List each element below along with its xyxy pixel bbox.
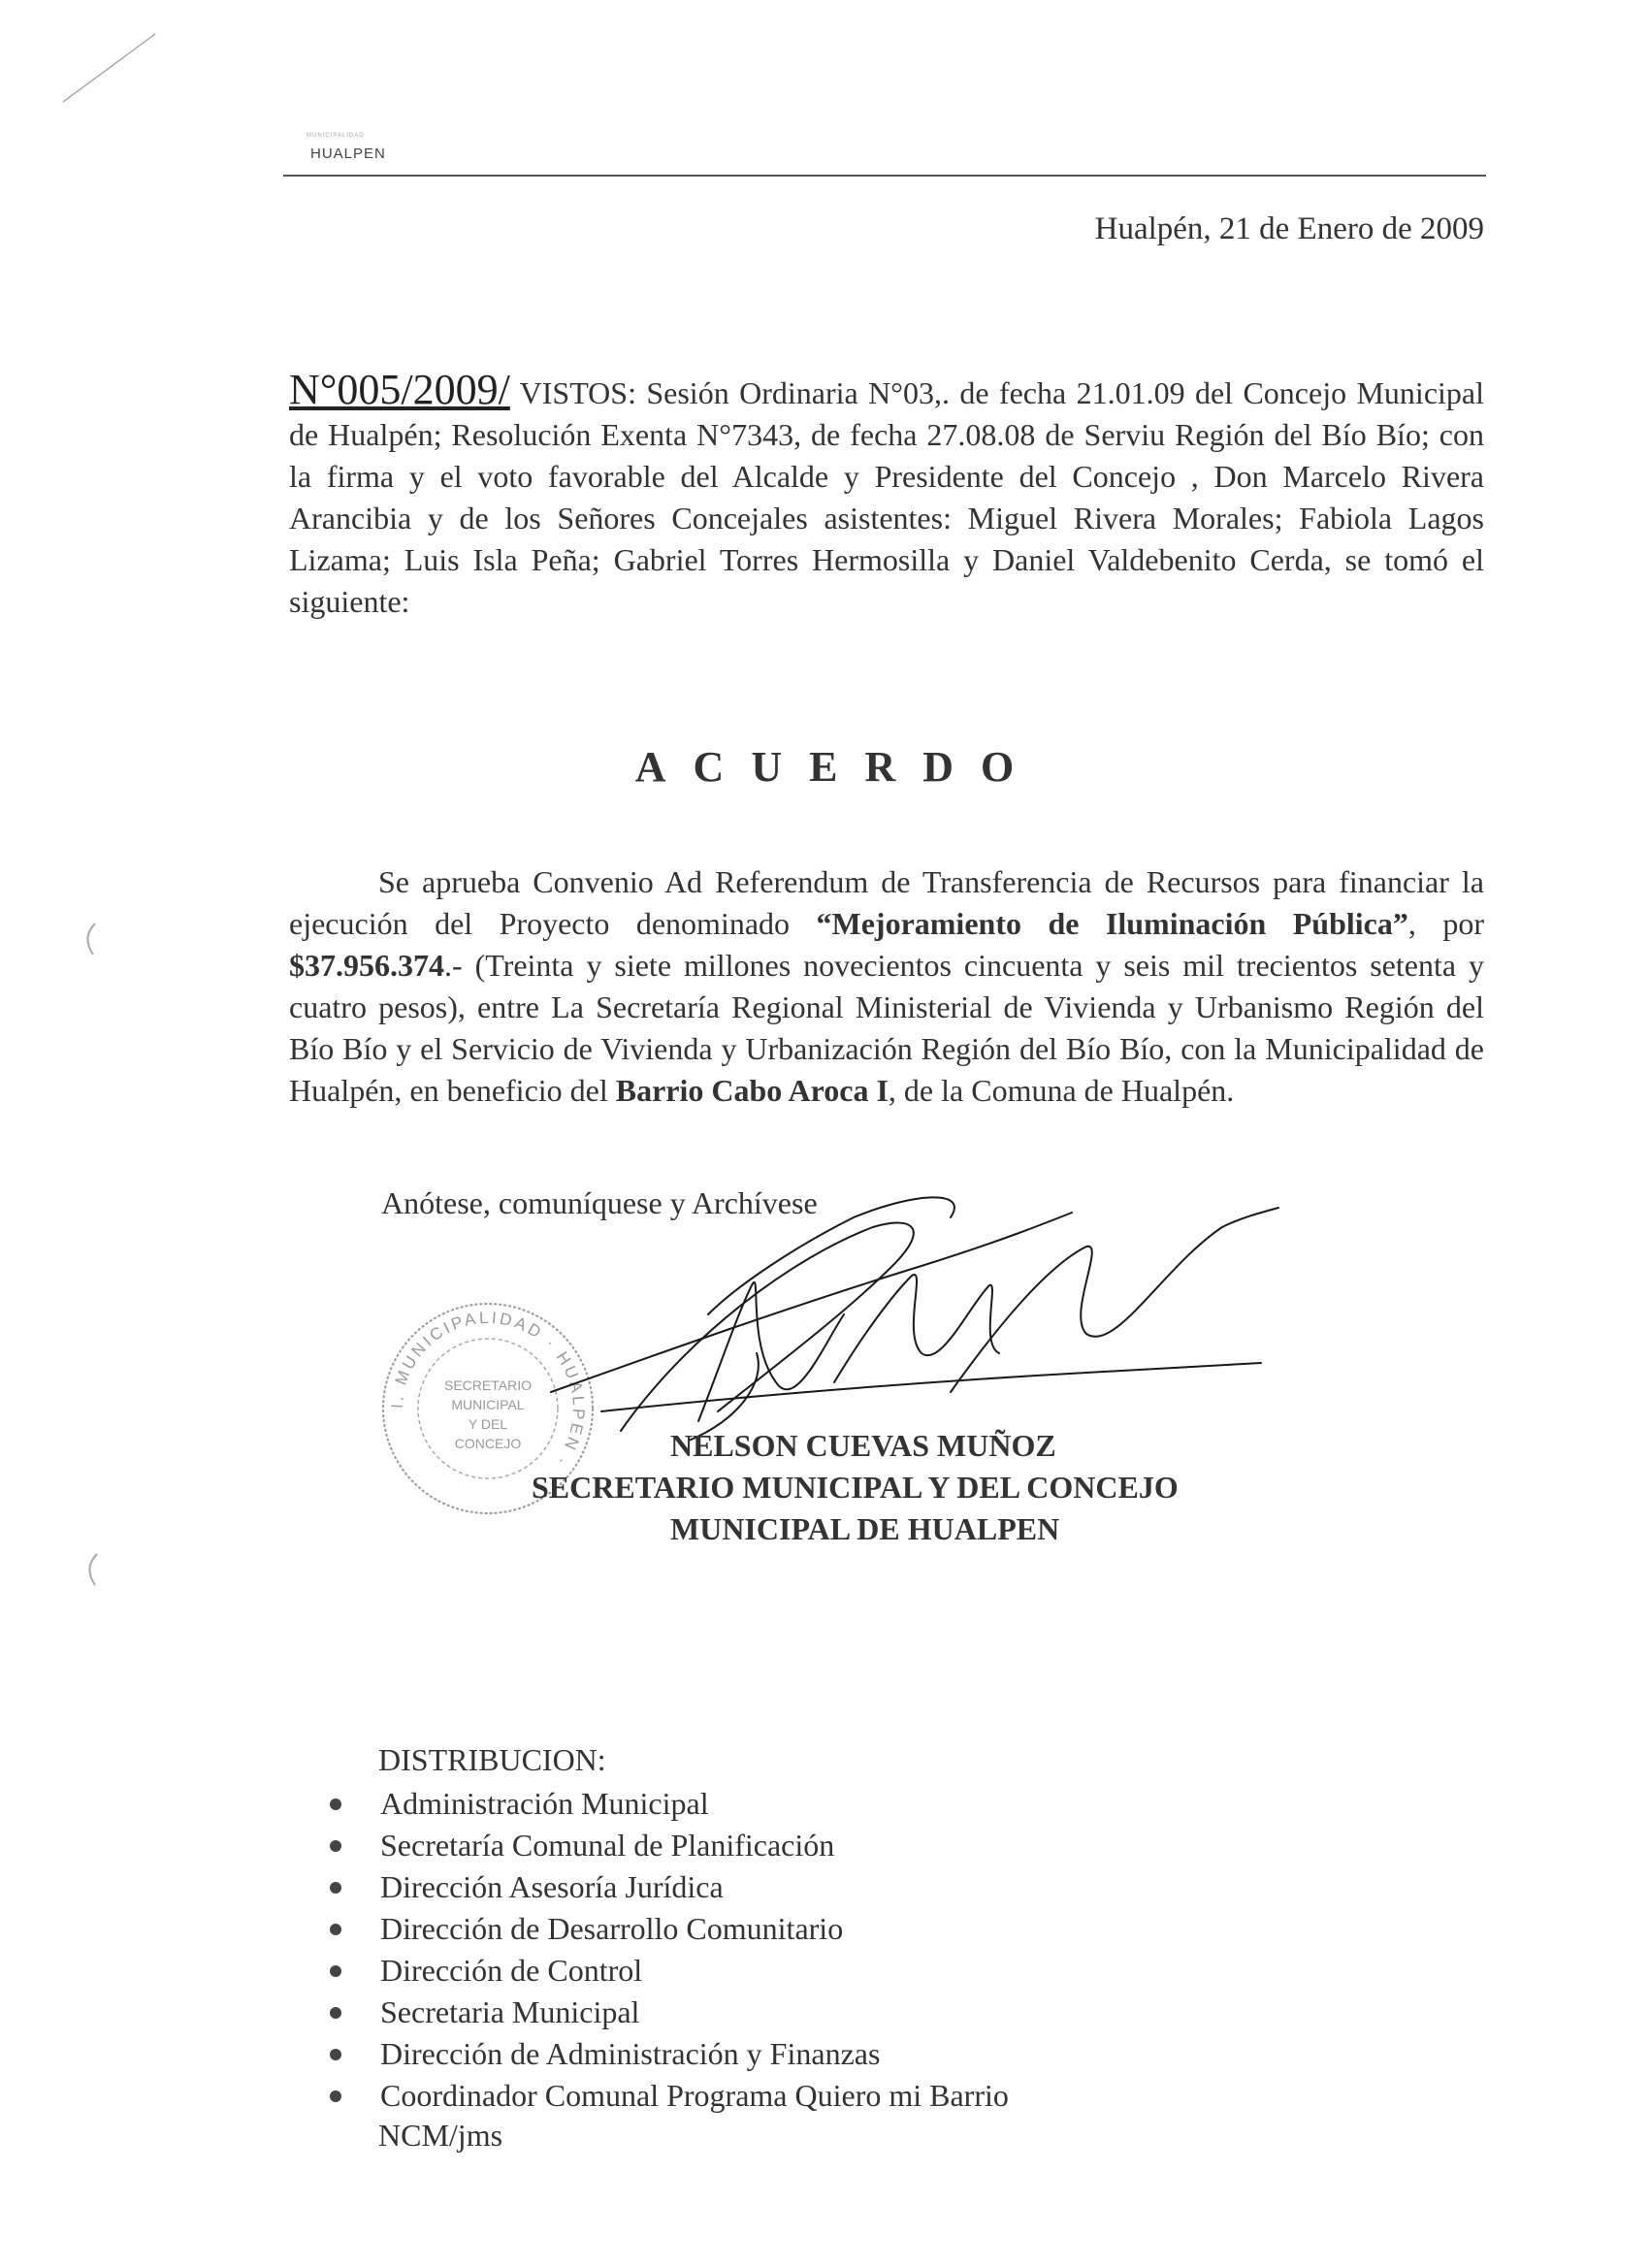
bullet-icon	[330, 1798, 341, 1810]
agreement-paragraph	[289, 861, 1484, 1112]
stamp-line-3: Y DEL	[468, 1416, 508, 1432]
agreement-text-2: , por	[1407, 906, 1484, 941]
list-item	[330, 2033, 1009, 2075]
bullet-icon	[330, 1965, 341, 1977]
list-item-label: Secretaria Municipal	[380, 1994, 640, 2029]
signatory-title-1: SECRETARIO MUNICIPAL Y DEL CONCEJO	[532, 1470, 1179, 1505]
agreement-text-1: Se aprueba Convenio Ad Referendum de Transferencia de Recursos para financiar la ejecución del Proyecto denominado	[289, 864, 1484, 941]
project-name: “Mejoramiento de Iluminación Pública”	[816, 906, 1408, 941]
distribution-list	[330, 1783, 1009, 2117]
date-line: Hualpén, 21 de Enero de 2009	[1094, 211, 1484, 246]
list-item	[330, 1950, 1009, 1992]
vistos-text: VISTOS: Sesión Ordinaria N°03,. de fecha 21.01.09 del Concejo Municipal de Hualpén; Resolución Exenta N°7343, de fecha 27.08.08 de Serviu Región del Bío Bío; con la firma y el voto favorable del Alcalde y Presidente del Concejo , Don Marcelo Rivera Arancibia y de los Señores Concejales asistentes: Miguel Rivera Morales; Fabiola Lagos Lizama; Luis Isla Peña; Gabriel Torres Hermosilla y Daniel Valdebenito Cerda, se tomó el siguiente:	[289, 375, 1485, 619]
agreement-amount: $37.956.374	[289, 948, 444, 983]
bullet-icon	[330, 2007, 341, 2019]
typist-initials: NCM/jms	[378, 2118, 503, 2153]
agreement-text-3: .- (Treinta y siete millones novecientos cincuenta y seis mil trecientos setenta y cuatro pesos), entre La Secretaría Regional Ministerial de Vivienda y Urbanismo Región del Bío Bío y el Servicio de Vivienda y Urbanización Región del Bío Bío, con la Municipalidad de Hualpén, en beneficio del	[289, 948, 1484, 1108]
list-item-label: Dirección de Control	[380, 1953, 643, 1988]
list-item-label: Dirección de Administración y Finanzas	[380, 2036, 881, 2071]
list-item	[330, 2075, 1009, 2117]
resolution-number: N°005/2009/	[289, 366, 510, 413]
stamp-line-2: MUNICIPAL	[451, 1397, 525, 1412]
list-item-label: Administración Municipal	[380, 1786, 709, 1821]
distribution-title: DISTRIBUCION:	[378, 1742, 606, 1777]
punch-hole-mark-bottom	[78, 1550, 107, 1589]
signatory-title-2: MUNICIPAL DE HUALPEN	[670, 1511, 1060, 1546]
bullet-icon	[330, 2090, 341, 2102]
bullet-icon	[330, 1924, 341, 1935]
closing-formula: Anótese, comuníquese y Archívese	[381, 1185, 818, 1220]
stamp-ring-text: I. MUNICIPALIDAD · HUALPEN ·	[387, 1308, 589, 1472]
signatory-block	[532, 1425, 1179, 1550]
letterhead-name: HUALPEN	[310, 146, 386, 162]
list-item	[330, 1908, 1009, 1950]
list-item-label: Secretaría Comunal de Planificación	[380, 1828, 835, 1863]
letterhead-rule	[283, 175, 1486, 177]
beneficiary-name: Barrio Cabo Aroca I	[615, 1073, 889, 1108]
list-item	[330, 1992, 1009, 2033]
list-item	[330, 1825, 1009, 1866]
letterhead-organization: MUNICIPALIDAD	[307, 133, 365, 139]
vistos-paragraph	[289, 366, 1485, 623]
list-item-label: Dirección Asesoría Jurídica	[380, 1869, 724, 1904]
list-item-label: Coordinador Comunal Programa Quiero mi Barrio	[380, 2078, 1009, 2113]
stamp-line-1: SECRETARIO	[444, 1377, 532, 1393]
bullet-icon	[330, 1882, 341, 1894]
signatory-name: NELSON CUEVAS MUÑOZ	[670, 1428, 1056, 1463]
agreement-text-4: , de la Comuna de Hualpén.	[888, 1073, 1235, 1108]
list-item	[330, 1783, 1009, 1825]
acuerdo-heading: ACUERDO	[634, 743, 1042, 791]
punch-hole-mark-top	[76, 920, 105, 958]
bullet-icon	[330, 1840, 341, 1852]
list-item-label: Dirección de Desarrollo Comunitario	[380, 1911, 844, 1946]
list-item	[330, 1866, 1009, 1908]
scan-corner-mark	[58, 29, 165, 107]
stamp-line-4: CONCEJO	[454, 1436, 522, 1451]
bullet-icon	[330, 2049, 341, 2060]
